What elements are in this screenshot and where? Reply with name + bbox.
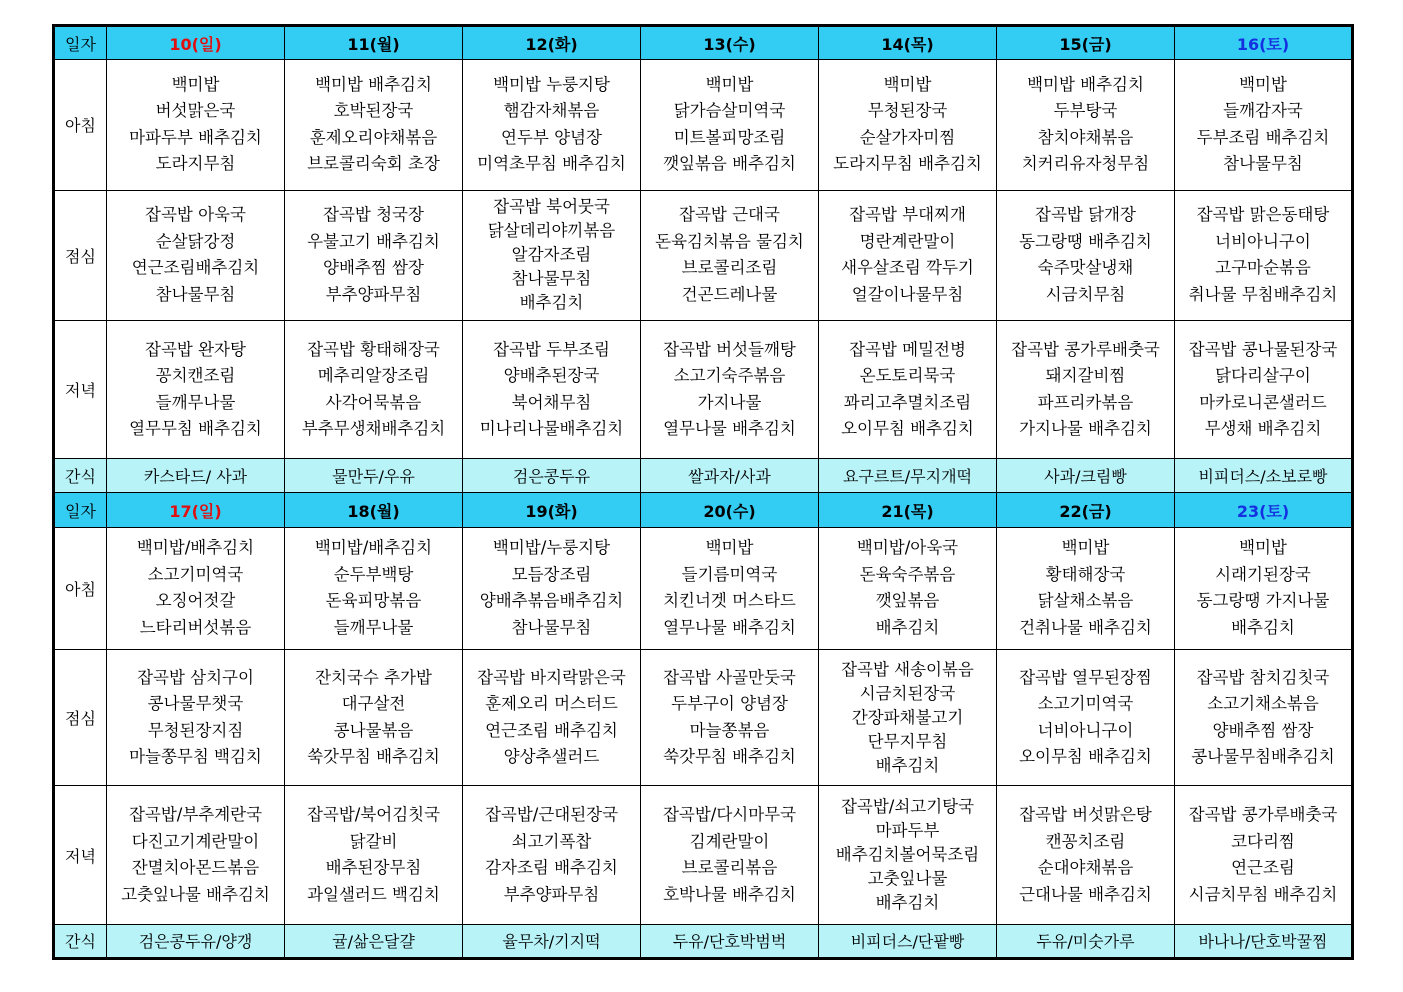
lunch-row [54,649,1353,785]
menu-item: 연근조림 [1231,858,1295,878]
breakfast-cell [107,527,285,649]
dinner-cell [463,320,641,458]
menu-item: 부추양파무침 [503,884,600,904]
dinner-cell [107,320,285,458]
date-label: 일자 [54,493,107,527]
menu-item: 열무나물 배추김치 [663,419,796,439]
breakfast-cell [997,60,1175,190]
menu-item: 미트볼피망조림 [673,127,786,147]
menu-item: 배추김치볼어묵조림 [835,845,980,865]
date-header: 13(수) [641,26,819,60]
lunch-cell [997,190,1175,320]
date-header: 19(화) [463,493,641,527]
menu-item: 도라지무침 배추김치 [833,154,982,174]
menu-item: 마늘쫑무침 백김치 [129,747,262,767]
dinner-cell [107,786,285,924]
menu-item: 잡곡밥/다시마무국 [662,805,797,825]
menu-item: 열무무침 배추김치 [129,419,262,439]
menu-item: 간장파채불고기 [851,707,964,727]
breakfast-cell [463,527,641,649]
menu-item: 얼갈이나물무침 [851,284,964,304]
menu-item: 백미밥 [705,538,754,558]
menu-item: 잡곡밥 아욱국 [145,205,246,225]
breakfast-label: 아침 [54,527,107,649]
lunch-cell [285,649,463,785]
menu-item: 잡곡밥 두부조림 [493,339,610,359]
lunch-cell [107,649,285,785]
menu-item: 훈제오리 머스터드 [485,694,618,714]
date-header: 12(화) [463,26,641,60]
menu-item: 도라지무침 [155,154,236,174]
menu-item: 배추김치 [875,617,940,637]
menu-item: 가지나물 배추김치 [1019,419,1152,439]
menu-item: 브로콜리볶음 [681,858,778,878]
menu-item: 들깨무나물 [333,617,414,637]
menu-item: 고구마순볶음 [1215,258,1311,278]
menu-item: 배추김치 [875,893,940,913]
menu-item: 양상추샐러드 [503,747,600,767]
menu-item: 잡곡밥 버섯맑은탕 [1019,805,1152,825]
dinner-label: 저녁 [54,320,107,458]
menu-item: 백미밥 [1239,74,1287,94]
dinner-cell [285,320,463,458]
date-header: 22(금) [997,493,1175,527]
lunch-cell [819,190,997,320]
menu-item: 순두부백탕 [333,564,414,584]
menu-item: 돈육숙주볶음 [859,564,956,584]
menu-item: 고춧잎나물 배추김치 [121,884,270,904]
date-header: 10(일) [107,26,285,60]
snack-cell: 카스타드/ 사과 [107,459,285,493]
menu-item: 마파두부 [875,821,940,841]
menu-item: 오징어젓갈 [155,591,236,611]
lunch-cell [997,649,1175,785]
menu-item: 파프리카볶음 [1037,392,1134,412]
menu-item: 쑥갓무침 배추김치 [307,747,440,767]
menu-item: 미역초무침 배추김치 [477,154,626,174]
menu-item: 쑥갓무침 배추김치 [663,747,796,767]
menu-item: 꽁치캔조림 [155,366,236,386]
lunch-label: 점심 [54,190,107,320]
menu-item: 백미밥 [883,74,932,94]
date-row [54,26,1353,60]
meal-plan-table [52,24,1354,960]
breakfast-cell [819,60,997,190]
menu-item: 부추양파무침 [325,284,422,304]
menu-item: 동그랑땡 배추김치 [1019,231,1152,251]
menu-item: 닭갈비 [349,831,398,851]
menu-item: 콩나물볶음 [333,720,414,740]
menu-item: 백미밥 [171,74,220,94]
breakfast-row [54,527,1353,649]
menu-item: 시금치무침 배추김치 [1188,884,1338,904]
dinner-label: 저녁 [54,786,107,924]
menu-item: 닭살채소볶음 [1037,591,1134,611]
menu-item: 버섯맑은국 [155,101,236,121]
menu-item: 들기름미역국 [681,564,778,584]
lunch-cell [463,190,641,320]
menu-item: 소고기채소볶음 [1207,694,1319,714]
menu-item: 캔꽁치조림 [1045,831,1126,851]
menu-item: 잡곡밥 열무된장찜 [1019,667,1152,687]
menu-item: 훈제오리야채볶음 [309,127,438,147]
menu-item: 닭다리살구이 [1215,366,1311,386]
menu-item: 잡곡밥/쇠고기탕국 [840,797,975,817]
lunch-label: 점심 [54,649,107,785]
date-header: 17(일) [107,493,285,527]
date-label: 일자 [54,26,107,60]
menu-item: 잡곡밥 콩가루배춧국 [1011,339,1160,359]
snack-cell: 율무차/기지떡 [463,924,641,958]
snack-cell: 비피더스/소보로빵 [1175,459,1353,493]
menu-item: 깻잎볶음 [875,591,940,611]
menu-item: 시래기된장국 [1215,564,1311,584]
dinner-cell [641,786,819,924]
menu-item: 동그랑땡 가지나물 [1196,591,1330,611]
menu-item: 호박된장국 [333,101,414,121]
breakfast-label: 아침 [54,60,107,190]
menu-item: 잡곡밥 완자탕 [145,339,246,359]
lunch-cell [463,649,641,785]
menu-item: 무생채 배추김치 [1204,419,1322,439]
menu-item: 잡곡밥 삼치구이 [137,667,254,687]
menu-item: 가지나물 [697,392,762,412]
menu-item: 양배추찜 쌈장 [1212,720,1314,740]
menu-item: 두부탕국 [1053,101,1118,121]
menu-item: 돈육피망볶음 [325,591,422,611]
menu-item: 과일샐러드 백김치 [307,884,440,904]
menu-item: 잡곡밥 콩나물된장국 [1188,339,1338,359]
lunch-cell [641,190,819,320]
breakfast-cell [107,60,285,190]
menu-item: 시금치무침 [1045,284,1126,304]
menu-item: 두부구이 양념장 [671,694,788,714]
menu-item: 꽈리고추멸치조림 [843,392,972,412]
menu-item: 순살닭강정 [155,231,236,251]
menu-item: 모듬장조림 [511,564,592,584]
snack-row [54,924,1353,958]
date-header: 18(월) [285,493,463,527]
menu-item: 양배추볶음배추김치 [479,591,624,611]
menu-item: 잡곡밥 버섯들깨탕 [663,339,796,359]
menu-item: 배추김치 [875,755,940,775]
breakfast-cell [463,60,641,190]
dinner-cell [1175,786,1353,924]
date-header: 23(토) [1175,493,1353,527]
menu-item: 참나물무침 [511,269,592,289]
menu-item: 우불고기 배추김치 [307,231,440,251]
snack-label: 간식 [54,459,107,493]
snack-cell: 검은콩두유/양갱 [107,924,285,958]
menu-item: 너비아니구이 [1037,720,1134,740]
menu-item: 황태해장국 [1045,564,1126,584]
menu-item: 단무지무침 [867,731,948,751]
menu-item: 호박나물 배추김치 [663,884,796,904]
menu-item: 알감자조림 [511,245,592,265]
menu-item: 배추김치 [519,293,584,313]
menu-item: 백미밥/배추김치 [314,538,433,558]
menu-item: 잡곡밥 북어뭇국 [493,197,610,217]
menu-item: 잡곡밥/북어김칫국 [306,805,441,825]
snack-cell: 사과/크림빵 [997,459,1175,493]
date-row [54,493,1353,527]
menu-item: 배추된장무침 [325,858,422,878]
menu-item: 잡곡밥/근대된장국 [484,805,619,825]
menu-item: 들깨무나물 [155,392,236,412]
dinner-cell [1175,320,1353,458]
menu-item: 돈육김치볶음 물김치 [655,231,804,251]
menu-item: 명란계란말이 [859,231,956,251]
snack-cell: 두유/단호박범벅 [641,924,819,958]
dinner-cell [997,786,1175,924]
date-header: 21(목) [819,493,997,527]
menu-item: 순대야채볶음 [1037,858,1134,878]
menu-item: 북어채무침 [511,392,592,412]
breakfast-cell [819,527,997,649]
menu-item: 깻잎볶음 배추김치 [663,154,796,174]
menu-item: 콩나물무침배추김치 [1191,747,1335,767]
menu-item: 대구살전 [341,694,406,714]
menu-item: 쇠고기폭찹 [511,831,592,851]
menu-item: 미나리나물배추김치 [479,419,624,439]
menu-item: 백미밥 배추김치 [1027,74,1144,94]
menu-item: 닭살데리야끼볶음 [487,221,616,241]
dinner-cell [285,786,463,924]
menu-item: 잡곡밥 새송이볶음 [841,659,974,679]
menu-item: 잡곡밥/부추계란국 [128,805,263,825]
menu-item: 순살가자미찜 [859,127,956,147]
menu-item: 마카로니콘샐러드 [1199,392,1327,412]
menu-item: 참치야채볶음 [1037,127,1134,147]
menu-item: 치커리유자청무침 [1021,154,1150,174]
menu-item: 시금치된장국 [859,683,956,703]
menu-item: 배추김치 [1231,617,1295,637]
menu-item: 백미밥/아욱국 [856,538,959,558]
menu-item: 잡곡밥 메밀전병 [849,339,966,359]
menu-item: 두부조림 배추김치 [1196,127,1330,147]
menu-item: 브로콜리조림 [681,258,778,278]
breakfast-cell [1175,60,1353,190]
menu-item: 소고기미역국 [1037,694,1134,714]
lunch-cell [1175,649,1353,785]
menu-item: 다진고기계란말이 [131,831,260,851]
menu-item: 잡곡밥 참치김칫국 [1196,667,1330,687]
breakfast-cell [285,60,463,190]
menu-item: 부추무생채배추김치 [301,419,446,439]
date-header: 11(월) [285,26,463,60]
menu-item: 건취나물 배추김치 [1019,617,1152,637]
menu-item: 근대나물 배추김치 [1019,884,1152,904]
menu-item: 무청된장국 [867,101,948,121]
dinner-cell [819,320,997,458]
date-header: 20(수) [641,493,819,527]
menu-item: 취나물 무침배추김치 [1188,284,1338,304]
menu-item: 잡곡밥 부대찌개 [849,205,966,225]
menu-item: 김계란말이 [689,831,770,851]
menu-item: 치킨너겟 머스타드 [663,591,796,611]
menu-item: 양배추찜 쌈장 [323,258,424,278]
menu-item: 잡곡밥 닭개장 [1035,205,1136,225]
menu-item: 감자조림 배추김치 [485,858,618,878]
breakfast-cell [285,527,463,649]
menu-item: 오이무침 배추김치 [841,419,974,439]
menu-item: 연두부 양념장 [501,127,602,147]
menu-item: 건곤드레나물 [681,284,778,304]
lunch-cell [285,190,463,320]
menu-item: 소고기미역국 [147,564,244,584]
menu-item: 백미밥/누룽지탕 [492,538,611,558]
snack-label: 간식 [54,924,107,958]
date-header: 15(금) [997,26,1175,60]
menu-item: 백미밥 [705,74,754,94]
menu-item: 오이무침 배추김치 [1019,747,1152,767]
menu-item: 열무나물 배추김치 [663,617,796,637]
breakfast-cell [997,527,1175,649]
menu-item: 콩나물무챗국 [147,694,244,714]
menu-item: 연근조림배추김치 [131,258,260,278]
menu-item: 들깨감자국 [1223,101,1303,121]
menu-item: 백미밥/배추김치 [136,538,255,558]
menu-item: 느타리버섯볶음 [139,617,252,637]
menu-item: 잡곡밥 맑은동태탕 [1196,205,1330,225]
snack-cell: 비피더스/단팥빵 [819,924,997,958]
snack-cell: 요구르트/무지개떡 [819,459,997,493]
menu-item: 잡곡밥 청국장 [323,205,424,225]
lunch-cell [107,190,285,320]
menu-item: 백미밥 [1239,538,1287,558]
menu-item: 코다리찜 [1231,831,1295,851]
snack-cell: 검은콩두유 [463,459,641,493]
menu-item: 잡곡밥 근대국 [679,205,780,225]
dinner-row [54,786,1353,924]
snack-cell: 귤/삶은달걀 [285,924,463,958]
menu-item: 백미밥 누룽지탕 [493,74,610,94]
menu-item: 햄감자채볶음 [503,101,600,121]
menu-item: 참나물무침 [155,284,236,304]
lunch-cell [1175,190,1353,320]
menu-item: 메추리알장조림 [317,366,430,386]
menu-item: 너비아니구이 [1215,231,1311,251]
breakfast-row [54,60,1353,190]
snack-cell: 쌀과자/사과 [641,459,819,493]
breakfast-cell [641,60,819,190]
menu-item: 온도토리묵국 [859,366,956,386]
menu-item: 잔치국수 추가밥 [315,667,432,687]
menu-item: 사각어묵볶음 [325,392,422,412]
menu-item: 숙주맛살냉채 [1037,258,1134,278]
menu-item: 참나물무침 [1223,154,1303,174]
lunch-cell [641,649,819,785]
menu-item: 무청된장지짐 [147,720,244,740]
menu-item: 소고기숙주볶음 [673,366,786,386]
dinner-cell [997,320,1175,458]
menu-item: 백미밥 배추김치 [315,74,432,94]
menu-item: 새우살조림 깍두기 [841,258,974,278]
date-header: 16(토) [1175,26,1353,60]
breakfast-cell [641,527,819,649]
menu-item: 닭가슴살미역국 [673,101,786,121]
menu-item: 마파두부 배추김치 [129,127,262,147]
dinner-cell [463,786,641,924]
menu-item: 백미밥 [1061,538,1110,558]
menu-item: 잔멸치아몬드볶음 [131,858,260,878]
dinner-cell [819,786,997,924]
dinner-row [54,320,1353,458]
menu-item: 돼지갈비찜 [1045,366,1126,386]
menu-item: 연근조림 배추김치 [485,720,618,740]
breakfast-cell [1175,527,1353,649]
menu-item: 참나물무침 [511,617,592,637]
dinner-cell [641,320,819,458]
menu-item: 양배추된장국 [503,366,600,386]
lunch-cell [819,649,997,785]
menu-item: 잡곡밥 콩가루배춧국 [1188,805,1338,825]
menu-item: 잡곡밥 황태해장국 [307,339,440,359]
snack-cell: 바나나/단호박꿀찜 [1175,924,1353,958]
snack-cell: 물만두/우유 [285,459,463,493]
menu-item: 브로콜리숙회 초장 [307,154,440,174]
menu-item: 고춧잎나물 [867,869,948,889]
lunch-row [54,190,1353,320]
menu-item: 마늘쫑볶음 [689,720,770,740]
menu-item: 잡곡밥 사골만둣국 [663,667,796,687]
menu-item: 잡곡밥 바지락맑은국 [477,667,626,687]
date-header: 14(목) [819,26,997,60]
snack-cell: 두유/미숫가루 [997,924,1175,958]
snack-row [54,459,1353,493]
